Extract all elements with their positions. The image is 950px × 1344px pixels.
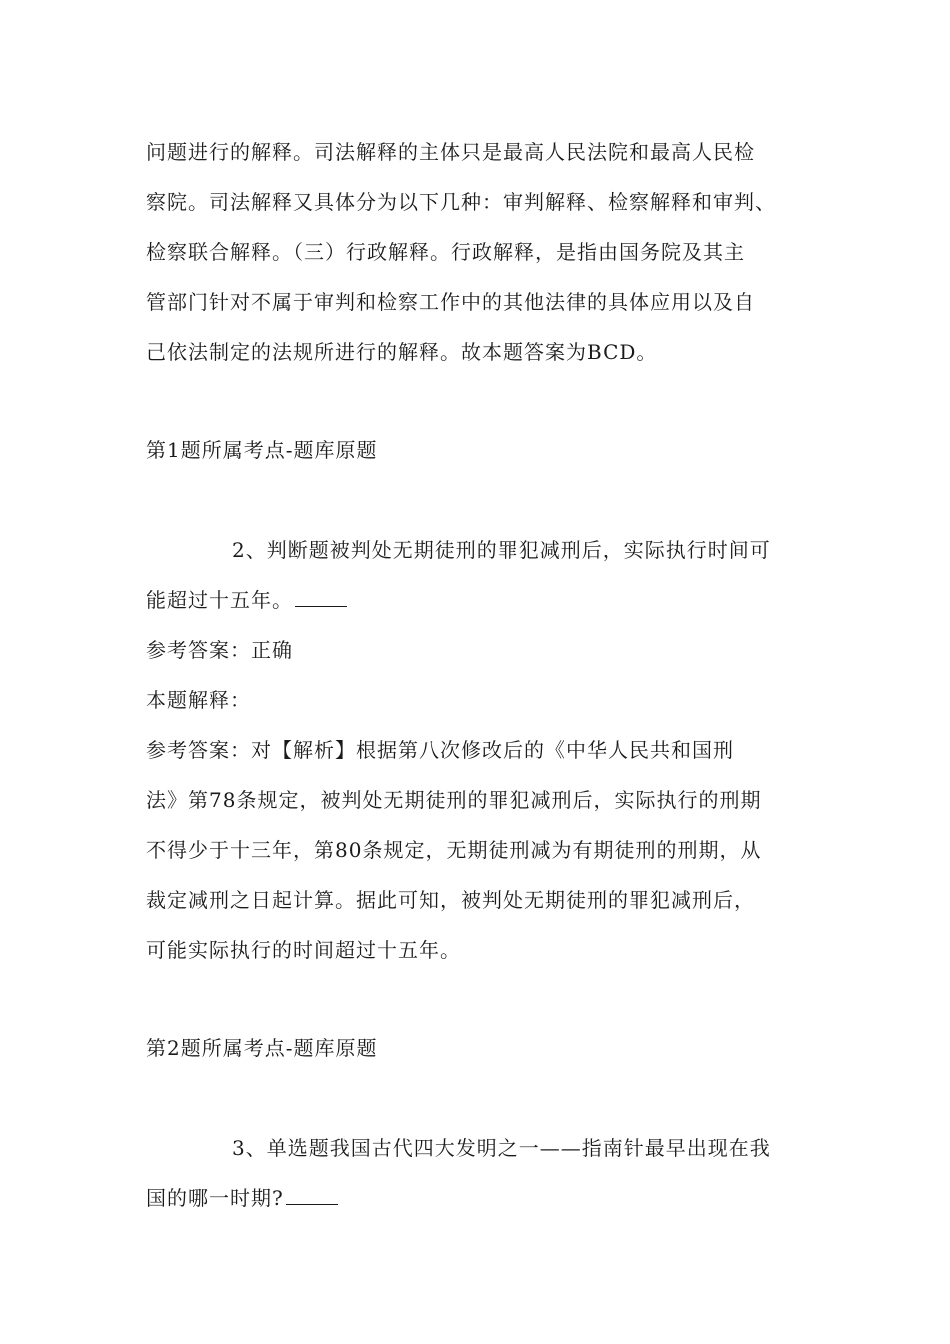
q3-question-line-1: 3、单选题我国古代四大发明之一——指南针最早出现在我 xyxy=(232,1136,771,1160)
q2-point: 第2题所属考点-题库原题 xyxy=(146,1036,378,1060)
q2-question-line-2 xyxy=(146,586,816,614)
explanation-line-1: 问题进行的解释。司法解释的主体只是最高人民法院和最高人民检 xyxy=(146,140,755,164)
q2-question-line-1: 2、判断题被判处无期徒刑的罪犯减刑后，实际执行时间可 xyxy=(232,538,771,562)
q2-explain-line-4: 裁定减刑之日起计算。据此可知，被判处无期徒刑的罪犯减刑后， xyxy=(146,888,755,912)
explanation-line-5: 己依法制定的法规所进行的解释。故本题答案为BCD。 xyxy=(146,340,658,364)
q2-explain-label: 本题解释： xyxy=(146,688,251,712)
explanation-line-2: 察院。司法解释又具体分为以下几种：审判解释、检察解释和审判、 xyxy=(146,190,776,214)
q2-answer: 参考答案：正确 xyxy=(146,638,293,662)
explanation-line-4: 管部门针对不属于审判和检察工作中的其他法律的具体应用以及自 xyxy=(146,290,755,314)
q2-question-text: 能超过十五年。 xyxy=(146,588,293,612)
q2-explain-line-3: 不得少于十三年，第80条规定，无期徒刑减为有期徒刑的刑期，从 xyxy=(146,838,762,862)
q3-question-text: 国的哪一时期? xyxy=(146,1186,284,1210)
q1-point: 第1题所属考点-题库原题 xyxy=(146,438,378,462)
q2-explain-line-1: 参考答案：对【解析】根据第八次修改后的《中华人民共和国刑 xyxy=(146,738,734,762)
q2-explain-line-2: 法》第78条规定，被判处无期徒刑的罪犯减刑后，实际执行的刑期 xyxy=(146,788,762,812)
q2-explain-line-5: 可能实际执行的时间超过十五年。 xyxy=(146,938,461,962)
answer-blank xyxy=(286,1186,338,1205)
answer-blank xyxy=(295,588,347,607)
q3-question-line-2 xyxy=(146,1184,816,1212)
explanation-line-3: 检察联合解释。（三）行政解释。行政解释，是指由国务院及其主 xyxy=(146,240,745,264)
